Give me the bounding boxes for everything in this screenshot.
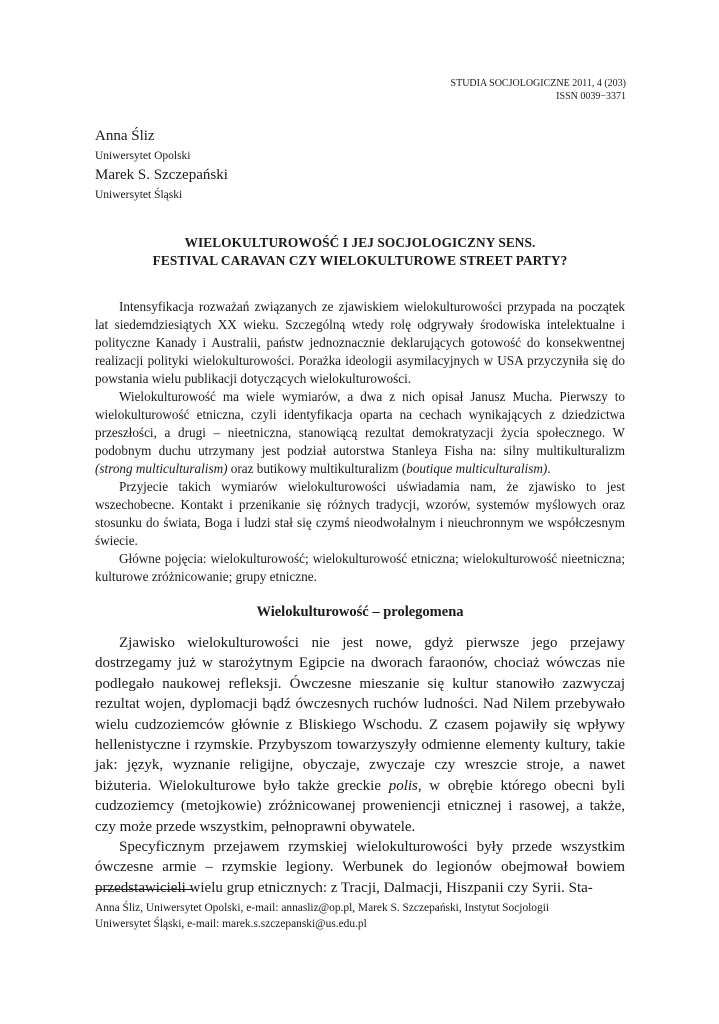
text-run: w obrębie którego obecni byli cudzoziemcy (metojkowie) zróżnicowanej proweniencji etnicznej i rasowej, a także, czy może przede wszystkim, pełnoprawni obywatele. bbox=[95, 777, 625, 835]
keywords-paragraph: Główne pojęcia: wielokulturowość; wielokulturowość etniczna; wielokulturowość nieetniczna; kulturowe zróżnicowanie; grupy etniczne. bbox=[95, 551, 625, 584]
section-heading: Wielokulturowość – prolegomena bbox=[256, 604, 464, 620]
abstract-paragraph: Przyjecie takich wymiarów wielokulturowości uświadamia nam, że zjawisko to jest wszechobecne. Kontakt i przenikanie się różnych tradycji, wzorów, systemów myślowych oraz stosunku do świata, Boga i ludzi stał się czymś nieodwołalnym i nieuchronnym we współczesnym świecie. bbox=[95, 479, 625, 548]
title-line: FESTIVAL CARAVAN CZY WIELOKULTUROWE STREET PARTY? bbox=[152, 253, 568, 268]
text-run: Wielokulturowość ma wiele wymiarów, a dwa z nich opisał Janusz Mucha. Pierwszy to wielokulturowość etniczna, czyli identyfikacja oparta na cechach wynikających z dziedzictwa przeszłości, a drugi – nieetniczna, stanowiącą rezultat demokratyzacji życia społecznego. W podobnym duchu utrzymany jest podział autorstwa Stanleya Fisha na: silny multikulturalizm bbox=[95, 389, 625, 458]
body-paragraph bbox=[95, 633, 625, 837]
italic-term: (strong multiculturalism) bbox=[95, 461, 228, 476]
journal-issn: ISSN 0039−3371 bbox=[556, 91, 626, 102]
footnote-divider bbox=[95, 889, 192, 890]
author-affiliation: Uniwersytet Śląski bbox=[95, 189, 183, 201]
journal-name: STUDIA SOCJOLOGICZNE 2011, 4 (203) bbox=[450, 78, 626, 89]
text-run: Zjawisko wielokulturowości nie jest nowe, gdyż pierwsze jego przejawy dostrzegamy już w starożytnym Egipcie na dworach faraonów, chociaż wówczas nie podlegało naukowej refleksji. Ówczesne mieszanie się kultur stanowiło zazwyczaj rezultat wojen, dyplomacji bądź ówczesnych ruchów ludności. Nad Nilem przebywało wielu cudzoziemców głównie z Bliskiego Wschodu. Z czasem pojawiły się wpływy hellenistyczne i rzymskie. Przybyszom towarzyszyły odmienne elementy kultury, takie jak: język, wyznanie religijne, obyczaje, zwyczaje czy wreszcie stroje, a nawet biżuteria. Wielokulturowe było także greckie bbox=[95, 635, 625, 794]
text-run: . bbox=[547, 461, 551, 476]
author-affiliation: Uniwersytet Opolski bbox=[95, 150, 191, 162]
abstract-paragraph bbox=[95, 388, 625, 478]
abstract bbox=[95, 298, 625, 586]
body-paragraph: Specyficznym przejawem rzymskiej wielokulturowości były przede wszystkim ówczesne armie – rzymskie legiony. Werbunek do legionów obejmował bowiem przedstawicieli wielu grup etnicznych: z Tracji, Dalmacji, Hiszpanii czy Syrii. Sta- bbox=[95, 839, 625, 896]
text-run: oraz butikowy multikulturalizm ( bbox=[227, 461, 407, 476]
italic-term: polis, bbox=[388, 777, 422, 794]
italic-term: boutique multiculturalism) bbox=[406, 461, 548, 476]
author-name: Anna Śliz bbox=[95, 128, 155, 144]
body-text bbox=[95, 633, 625, 898]
footnote-line: Anna Śliz, Uniwersytet Opolski, e-mail: annasliz@op.pl, Marek S. Szczepański, Instytut Socjologii bbox=[95, 902, 550, 914]
author-block bbox=[95, 127, 625, 205]
title-line: WIELOKULTUROWOŚĆ I JEJ SOCJOLOGICZNY SENS. bbox=[184, 235, 536, 250]
author-name: Marek S. Szczepański bbox=[95, 167, 228, 183]
footnote bbox=[95, 900, 635, 932]
article-title bbox=[95, 234, 625, 270]
abstract-paragraph: Intensyfikacja rozważań związanych ze zjawiskiem wielokulturowości przypada na początek lat siedemdziesiątych XX wieku. Szczególną wtedy rolę odgrywały środowiska intelektualne i polityczne Kanady i Australii, państw jednoznacznie deklarujących gotowość do konsekwentnej realizacji polityki wielokulturowości. Porażka ideologii asymilacyjnych w USA przyczyniła się do powstania wielu publikacji dotyczących wielokulturowości. bbox=[95, 299, 625, 386]
footnote-line: Uniwersytet Śląski, e-mail: marek.s.szczepanski@us.edu.pl bbox=[95, 918, 367, 930]
journal-header bbox=[451, 77, 626, 103]
